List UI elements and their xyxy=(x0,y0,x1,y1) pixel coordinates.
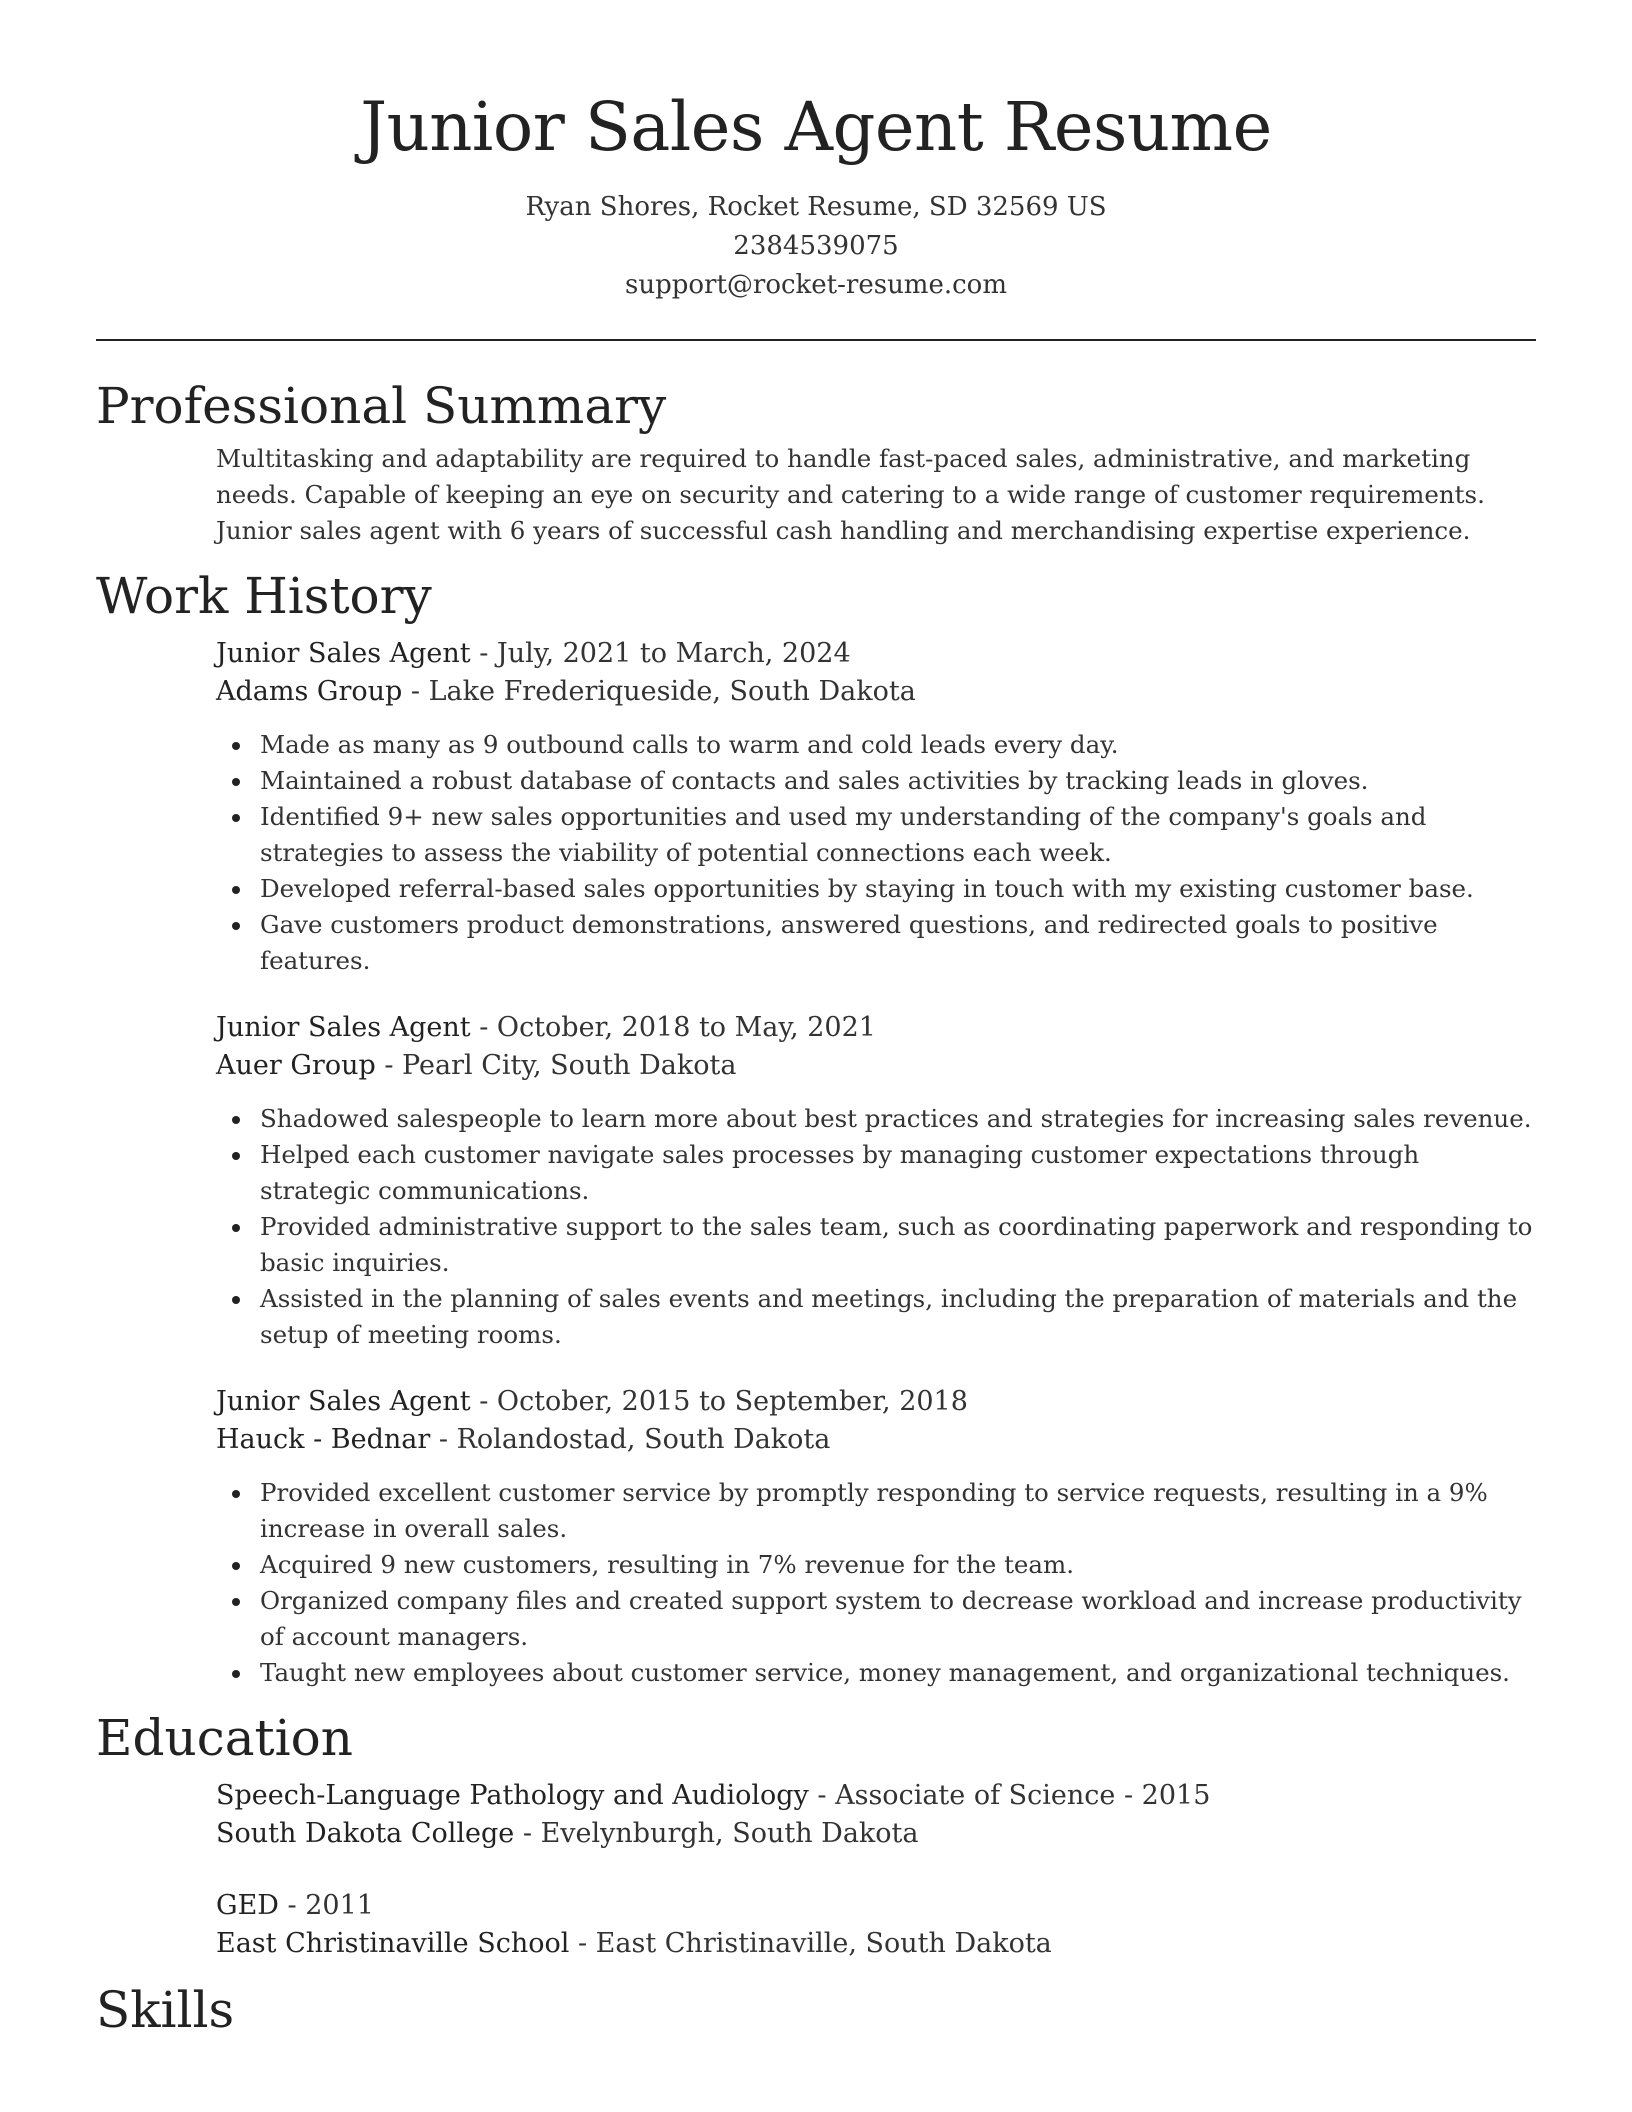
job-title-line xyxy=(216,635,1536,673)
job-title: Junior Sales Agent xyxy=(216,1012,471,1043)
education-location: - East Christinaville, South Dakota xyxy=(569,1928,1052,1959)
list-item-text: Shadowed salespeople to learn more about best practices and strategies for increasing sales revenue. xyxy=(260,1104,1532,1133)
education-field: Speech-Language Pathology and Audiology xyxy=(216,1780,809,1811)
list-item-text: Developed referral-based sales opportunities by staying in touch with my existing customer base. xyxy=(260,874,1474,903)
resume-page xyxy=(96,0,1536,2041)
job-title: Junior Sales Agent xyxy=(216,638,471,669)
list-item xyxy=(260,1101,1536,1137)
job-company: Adams Group xyxy=(216,676,403,707)
bullet-icon xyxy=(232,1152,240,1160)
summary-section xyxy=(96,375,1536,549)
list-item-text: Provided excellent customer service by promptly responding to service requests, resulting in a 9% increase in overall sales. xyxy=(260,1478,1488,1543)
job-bullets xyxy=(216,1475,1536,1691)
job-company-line xyxy=(216,673,1536,711)
education-year: - 2015 xyxy=(1115,1780,1211,1811)
education-entry xyxy=(216,1887,1536,1963)
contact-phone: 2384539075 xyxy=(733,231,899,261)
list-item-text: Assisted in the planning of sales events and meetings, including the preparation of materials and the setup of meeting rooms. xyxy=(260,1284,1518,1349)
job-dates: - October, 2018 to May, 2021 xyxy=(470,1012,876,1043)
list-item xyxy=(260,763,1536,799)
job-title: Junior Sales Agent xyxy=(216,1386,471,1417)
job-company-line xyxy=(216,1421,1536,1459)
education-section xyxy=(96,1707,1536,1963)
list-item-text: Taught new employees about customer service, money management, and organizational techniques. xyxy=(260,1658,1510,1687)
job-company-line xyxy=(216,1047,1536,1085)
job-location: - Pearl City, South Dakota xyxy=(375,1050,737,1081)
job-bullets xyxy=(216,727,1536,979)
education-degree: - Associate of Science xyxy=(808,1780,1116,1811)
list-item xyxy=(260,727,1536,763)
job-location: - Lake Frederiqueside, South Dakota xyxy=(402,676,916,707)
summary-text: Multitasking and adaptability are required to handle fast-paced sales, administrative, and marketing needs. Capable of keeping an eye on security and catering to a wide range of customer requirements. Junior sales agent with 6 years of successful cash handling and merchandising expertise experience. xyxy=(216,444,1485,545)
list-item xyxy=(260,1583,1536,1655)
bullet-icon xyxy=(232,922,240,930)
education-school: East Christinaville School xyxy=(216,1928,570,1959)
list-item xyxy=(260,907,1536,979)
list-item-text: Provided administrative support to the sales team, such as coordinating paperwork and responding to basic inquiries. xyxy=(260,1212,1533,1277)
job-entry xyxy=(216,635,1536,979)
list-item xyxy=(260,1281,1536,1353)
bullet-icon xyxy=(232,814,240,822)
job-dates: - October, 2015 to September, 2018 xyxy=(470,1386,968,1417)
resume-header xyxy=(96,0,1536,305)
education-heading: Education xyxy=(96,1709,353,1767)
bullet-icon xyxy=(232,778,240,786)
job-bullets xyxy=(216,1101,1536,1353)
education-school-line xyxy=(216,1925,1536,1963)
list-item-text: Identified 9+ new sales opportunities and used my understanding of the company's goals and strategies to assess the viability of potential connections each week. xyxy=(260,802,1427,867)
skills-section xyxy=(96,1979,1536,2041)
list-item xyxy=(260,1209,1536,1281)
job-company: Hauck - Bednar xyxy=(216,1424,431,1455)
education-degree-line xyxy=(216,1777,1536,1815)
list-item xyxy=(260,1655,1536,1691)
education-field: GED xyxy=(216,1890,279,1921)
list-item xyxy=(260,1475,1536,1547)
job-entry xyxy=(216,1383,1536,1691)
list-item-text: Helped each customer navigate sales processes by managing customer expectations through strategic communications. xyxy=(260,1140,1420,1205)
bullet-icon xyxy=(232,1670,240,1678)
contact-block xyxy=(96,188,1536,305)
job-title-line xyxy=(216,1383,1536,1421)
list-item xyxy=(260,871,1536,907)
bullet-icon xyxy=(232,1598,240,1606)
job-entry xyxy=(216,1009,1536,1353)
list-item xyxy=(260,1137,1536,1209)
list-item-text: Organized company files and created support system to decrease workload and increase productivity of account managers. xyxy=(260,1586,1522,1651)
education-location: - Evelynburgh, South Dakota xyxy=(514,1818,919,1849)
list-item xyxy=(260,1547,1536,1583)
job-dates: - July, 2021 to March, 2024 xyxy=(470,638,851,669)
bullet-icon xyxy=(232,1296,240,1304)
education-degree-line xyxy=(216,1887,1536,1925)
list-item-text: Maintained a robust database of contacts and sales activities by tracking leads in gloves. xyxy=(260,766,1369,795)
list-item-text: Acquired 9 new customers, resulting in 7% revenue for the team. xyxy=(260,1550,1075,1579)
bullet-icon xyxy=(232,1562,240,1570)
list-item-text: Gave customers product demonstrations, answered questions, and redirected goals to positive features. xyxy=(260,910,1438,975)
education-school-line xyxy=(216,1815,1536,1853)
work-history-heading: Work History xyxy=(96,567,432,625)
education-entry xyxy=(216,1777,1536,1853)
bullet-icon xyxy=(232,886,240,894)
education-school: South Dakota College xyxy=(216,1818,515,1849)
list-item-text: Made as many as 9 outbound calls to warm and cold leads every day. xyxy=(260,730,1119,759)
work-history-section xyxy=(96,565,1536,1691)
bullet-icon xyxy=(232,1490,240,1498)
job-company: Auer Group xyxy=(216,1050,376,1081)
job-location: - Rolandostad, South Dakota xyxy=(430,1424,831,1455)
resume-title: Junior Sales Agent Resume xyxy=(360,88,1272,166)
bullet-icon xyxy=(232,1116,240,1124)
list-item xyxy=(260,799,1536,871)
summary-heading: Professional Summary xyxy=(96,377,667,435)
job-title-line xyxy=(216,1009,1536,1047)
skills-heading: Skills xyxy=(96,1981,235,2039)
bullet-icon xyxy=(232,742,240,750)
header-divider xyxy=(96,339,1536,341)
contact-address: Ryan Shores, Rocket Resume, SD 32569 US xyxy=(525,192,1107,222)
education-year: - 2011 xyxy=(278,1890,374,1921)
contact-email: support@rocket-resume.com xyxy=(624,270,1007,300)
bullet-icon xyxy=(232,1224,240,1232)
